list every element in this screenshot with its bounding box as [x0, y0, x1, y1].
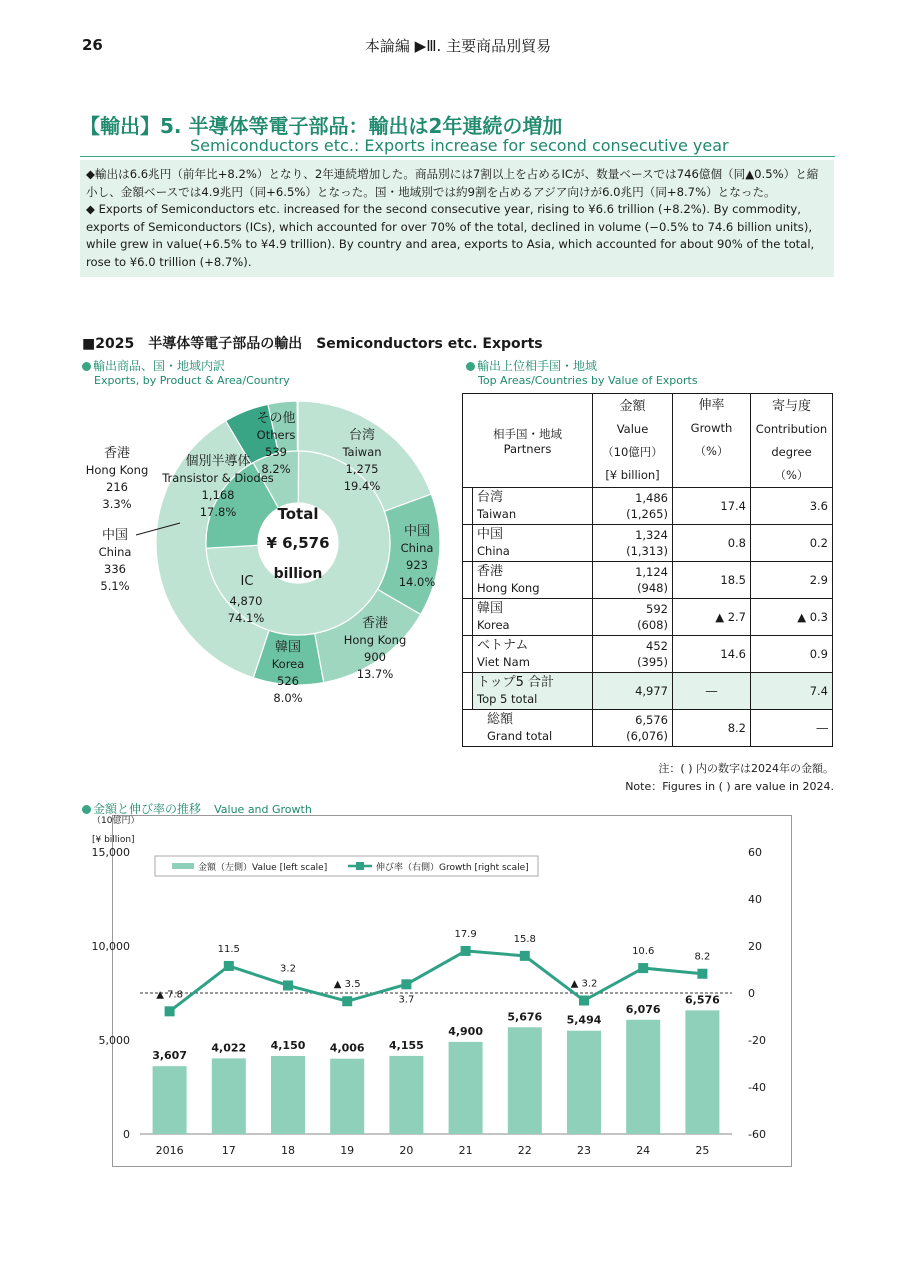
partner-cell — [473, 599, 593, 636]
table-header-row — [463, 394, 833, 488]
value-bar — [449, 1042, 483, 1134]
partner-cell — [473, 562, 593, 599]
value-cell — [593, 636, 673, 673]
growth-value-label: ▲ 3.5 — [333, 979, 361, 991]
growth-value-label: 8.2 — [694, 951, 711, 963]
donut-label-en: Hong Kong — [85, 463, 149, 477]
donut-label-en: China — [400, 541, 434, 555]
donut-label-en: Others — [256, 428, 296, 442]
value-bar — [330, 1059, 364, 1134]
value-2024: (948) — [637, 581, 668, 595]
x-tick-label: 25 — [695, 1144, 710, 1157]
donut-label-en: China — [98, 545, 132, 559]
contrib-cell: 0.2 — [751, 525, 833, 562]
donut-label-pct: 13.7% — [356, 667, 394, 681]
growth-marker — [342, 996, 352, 1006]
donut-label-en: Transistor & Diodes — [162, 471, 274, 485]
trend-sub-jp: 金額と伸び率の推移 — [93, 802, 202, 816]
partner-jp: 中国 — [477, 527, 504, 542]
title-divider — [80, 156, 835, 157]
donut-label-value: 1,275 — [345, 462, 379, 476]
total-en: Grand total — [487, 729, 553, 743]
donut-heading — [82, 357, 290, 387]
donut-label-pct: 5.1% — [100, 579, 130, 593]
value-cell — [593, 525, 673, 562]
value-2024: (1,313) — [626, 544, 668, 558]
x-tick-label: 20 — [399, 1144, 414, 1157]
x-tick-label: 17 — [221, 1144, 236, 1157]
donut-label-jp: IC — [240, 574, 254, 589]
growth-cell: 18.5 — [673, 562, 751, 599]
donut-label-en: Korea — [271, 657, 305, 671]
donut-label-value: 539 — [265, 445, 287, 459]
x-tick-label: 22 — [517, 1144, 532, 1157]
growth-cell: 17.4 — [673, 488, 751, 525]
x-tick-label: 23 — [577, 1144, 591, 1157]
value-bar — [212, 1058, 246, 1134]
donut-total-label: Total — [277, 505, 319, 523]
value-cell — [593, 488, 673, 525]
value-cell — [593, 562, 673, 599]
right-tick-label: 0 — [748, 987, 755, 1000]
legend-bar-swatch — [172, 863, 194, 869]
right-tick-label: -60 — [748, 1128, 766, 1141]
top5-growth: ― — [673, 673, 751, 710]
table-note-jp: 注：( ) 内の数字は2024年の金額。 — [658, 762, 834, 775]
growth-value-label: 11.5 — [217, 943, 240, 955]
right-tick-label: -20 — [748, 1034, 766, 1047]
donut-sub-jp: 輸出商品、国・地域内訳 — [93, 359, 226, 373]
value-2025: 1,324 — [635, 528, 668, 542]
contrib-cell: 3.6 — [751, 488, 833, 525]
bar-value-label: 5,494 — [566, 1013, 602, 1027]
bar-value-label: 6,576 — [685, 993, 720, 1007]
total-value-2025: 6,576 — [635, 713, 668, 727]
value-header-en: Value — [616, 421, 649, 436]
growth-value-label: 10.6 — [632, 946, 655, 958]
donut-label-jp: 個別半導体 — [185, 454, 251, 469]
value-bar — [153, 1066, 187, 1134]
left-tick-label: 15,000 — [91, 846, 130, 859]
growth-marker — [579, 996, 589, 1006]
top5-label — [473, 673, 593, 710]
contrib-header-en2: degree — [771, 444, 812, 459]
partner-en: Taiwan — [477, 507, 517, 521]
bar-value-label: 5,676 — [507, 1010, 543, 1024]
article-subtitle: Semiconductors etc.: Exports increase for second consecutive year — [190, 136, 729, 155]
contrib-header-unit: （%） — [774, 467, 809, 482]
value-bar — [271, 1056, 305, 1134]
trend-sub-en: Value and Growth — [214, 803, 312, 816]
value-2025: 1,486 — [635, 491, 668, 505]
partner-header-en: Partners — [503, 441, 552, 456]
growth-marker — [401, 979, 411, 989]
right-tick-label: 60 — [748, 846, 762, 859]
value-growth-chart — [80, 812, 800, 1162]
contrib-cell: 0.9 — [751, 636, 833, 673]
x-tick-label: 24 — [636, 1144, 651, 1157]
donut-label-value: 4,870 — [229, 594, 263, 608]
bullet-icon — [466, 362, 475, 371]
contrib-header — [751, 394, 833, 488]
donut-total-unit: billion — [273, 566, 323, 582]
growth-marker — [638, 963, 648, 973]
bar-value-label: 4,150 — [270, 1038, 306, 1052]
left-axis-unit-en: [¥ billion] — [92, 835, 135, 845]
partner-jp: 韓国 — [477, 601, 504, 616]
breakdown-donut-chart — [80, 395, 460, 710]
donut-label-jp: 韓国 — [274, 640, 302, 655]
partner-jp: 台湾 — [477, 490, 504, 505]
value-2024: (395) — [637, 655, 668, 669]
article-title: 【輸出】5. 半導体等電子部品：輸出は2年連続の増加 — [80, 114, 563, 138]
top5-jp: トップ5 合計 — [477, 675, 555, 690]
bar-value-label: 6,076 — [625, 1002, 661, 1016]
growth-header-unit: （%） — [694, 444, 729, 458]
total-label — [463, 710, 593, 747]
top5-en: Top 5 total — [477, 692, 538, 706]
table-row-total — [463, 710, 833, 747]
total-value — [593, 710, 673, 747]
section-title: ■2025 半導体等電子部品の輸出 Semiconductors etc. Exports — [82, 336, 543, 352]
growth-value-label: ▲ 3.2 — [570, 978, 598, 990]
partner-cell — [473, 525, 593, 562]
growth-value-label: 3.2 — [280, 963, 296, 975]
table-row — [463, 525, 833, 562]
legend-line-marker — [356, 862, 364, 870]
growth-cell: 14.6 — [673, 636, 751, 673]
running-head: 本論編 ▶Ⅲ. 主要商品別貿易 — [364, 37, 552, 55]
top-partners-table — [462, 393, 833, 747]
row-indent — [463, 599, 473, 636]
partner-jp: 香港 — [477, 564, 504, 579]
partner-en: Korea — [477, 618, 510, 632]
partner-cell — [473, 488, 593, 525]
table-heading — [466, 357, 698, 387]
left-axis-unit: （10億円） — [92, 816, 140, 826]
value-bar — [685, 1010, 719, 1134]
partner-en: Hong Kong — [477, 581, 540, 595]
row-indent — [463, 488, 473, 525]
value-2025: 592 — [646, 602, 668, 616]
donut-total-value: ¥ 6,576 — [266, 534, 330, 552]
table-row — [463, 636, 833, 673]
value-2024: (608) — [637, 618, 668, 632]
total-value-2024: (6,076) — [626, 729, 668, 743]
legend-line-label: 伸び率（右側）Growth [right scale] — [376, 863, 529, 873]
growth-marker — [224, 961, 234, 971]
left-tick-label: 5,000 — [98, 1034, 130, 1047]
bar-value-label: 4,155 — [389, 1038, 424, 1052]
table-sub-en: Top Areas/Countries by Value of Exports — [478, 374, 698, 387]
bar-value-label: 4,900 — [448, 1024, 483, 1038]
growth-marker — [283, 980, 293, 990]
value-2025: 1,124 — [635, 565, 668, 579]
bullet-icon — [82, 362, 91, 371]
bar-value-label: 4,022 — [211, 1041, 247, 1055]
partner-header-jp: 相手国・地域 — [493, 426, 562, 441]
top5-contrib: 7.4 — [751, 673, 833, 710]
growth-value-label: 15.8 — [513, 933, 536, 945]
donut-label-en: Hong Kong — [343, 633, 407, 647]
donut-label-pct: 14.0% — [398, 575, 436, 589]
contrib-cell: 2.9 — [751, 562, 833, 599]
growth-header-jp: 伸率 — [698, 398, 725, 413]
table-row — [463, 562, 833, 599]
table-row — [463, 488, 833, 525]
row-indent — [463, 562, 473, 599]
donut-label-pct: 74.1% — [227, 611, 265, 625]
donut-label-pct: 8.0% — [273, 691, 303, 705]
right-tick-label: 20 — [748, 940, 762, 953]
donut-label-jp: その他 — [256, 411, 296, 426]
summary-jp: ◆輸出は6.6兆円（前年比+8.2%）となり、2年連続増加した。商品別には7割以上を占めるICが、数量ベースでは746億個（同▲0.5%）と縮小し、金額ベースでは4.9兆円（同+6.5%）となった。国・地域別では約9割を占めるアジア向けが6.0兆円（同+8.7%）となった。 — [86, 167, 819, 199]
left-tick-label: 10,000 — [91, 940, 130, 953]
table-note-en: Note：Figures in ( ) are value in 2024. — [625, 780, 834, 793]
partner-en: China — [477, 544, 510, 558]
donut-label-value: 216 — [106, 480, 128, 494]
left-tick-label: 0 — [123, 1128, 130, 1141]
growth-marker — [461, 946, 471, 956]
growth-cell: 0.8 — [673, 525, 751, 562]
donut-label-jp: 中国 — [403, 524, 431, 539]
donut-label-value: 1,168 — [201, 488, 235, 502]
partner-jp: ベトナム — [477, 638, 529, 653]
value-2024: (1,265) — [626, 507, 668, 521]
page-number: 26 — [82, 36, 103, 54]
value-header-jp: 金額 — [619, 398, 646, 414]
partner-cell — [473, 636, 593, 673]
value-header — [593, 394, 673, 488]
contrib-cell: ▲ 0.3 — [751, 599, 833, 636]
donut-sub-en: Exports, by Product & Area/Country — [94, 374, 290, 387]
growth-cell: ▲ 2.7 — [673, 599, 751, 636]
total-growth: 8.2 — [673, 710, 751, 747]
value-bar — [389, 1056, 423, 1134]
donut-label-value: 923 — [406, 558, 428, 572]
donut-label-pct: 17.8% — [199, 505, 237, 519]
x-tick-label: 2016 — [155, 1144, 184, 1157]
growth-marker — [520, 951, 530, 961]
x-tick-label: 21 — [458, 1144, 473, 1157]
table-row-top5 — [463, 673, 833, 710]
value-header-unit: （10億円） — [602, 444, 663, 459]
value-bar — [567, 1031, 601, 1134]
summary-en: ◆ Exports of Semiconductors etc. increased for the second consecutive year, rising to ¥6.6 trillion (+8.2%). By commodity, exports of Semiconductors (ICs), which accounted for over 70% of the total, declined in volume (−0.5% to 74.6 billion units), while grew in value(+6.5% to ¥4.9 trillion). By country and area, exports to Asia, which accounted for about 90% of the total, rose to ¥6.0 trillion (+8.7%). — [86, 202, 815, 269]
value-header-unit-en: [¥ billion] — [605, 467, 660, 482]
growth-marker — [697, 969, 707, 979]
donut-label-pct: 8.2% — [261, 462, 291, 476]
donut-label-jp: 香港 — [103, 446, 131, 461]
value-bar — [626, 1020, 660, 1134]
bar-value-label: 3,607 — [152, 1049, 187, 1063]
partner-header — [463, 394, 593, 488]
right-tick-label: -40 — [748, 1081, 766, 1094]
value-cell — [593, 599, 673, 636]
total-contrib: ― — [751, 710, 833, 747]
donut-label-en: Taiwan — [342, 445, 382, 459]
total-jp: 総額 — [487, 712, 514, 727]
donut-label-value: 900 — [364, 650, 386, 664]
growth-header — [673, 394, 751, 488]
right-tick-label: 40 — [748, 893, 762, 906]
table-sub-jp: 輸出上位相手国・地域 — [477, 359, 598, 373]
contrib-header-en: Contribution — [755, 421, 828, 436]
x-tick-label: 19 — [340, 1144, 355, 1157]
contrib-header-jp: 寄与度 — [771, 398, 811, 414]
growth-header-en: Growth — [690, 421, 733, 435]
donut-label-pct: 19.4% — [343, 479, 381, 493]
bar-value-label: 4,006 — [329, 1041, 365, 1055]
growth-value-label: 17.9 — [454, 928, 477, 940]
row-indent — [463, 525, 473, 562]
x-tick-label: 18 — [281, 1144, 295, 1157]
growth-value-label: ▲ 7.8 — [156, 989, 183, 1001]
legend-bar-label: 金額（左側）Value [left scale] — [198, 863, 328, 873]
table-row — [463, 599, 833, 636]
row-indent — [463, 673, 473, 710]
value-2025: 452 — [646, 639, 668, 653]
donut-label-jp: 中国 — [101, 528, 129, 543]
growth-line — [170, 951, 703, 1011]
growth-value-label: 3.7 — [398, 994, 415, 1006]
donut-label-value: 336 — [104, 562, 126, 576]
summary-box — [80, 160, 834, 277]
top5-value: 4,977 — [593, 673, 673, 710]
growth-marker — [165, 1006, 175, 1016]
donut-label-pct: 3.3% — [102, 497, 132, 511]
donut-label-jp: 台湾 — [348, 428, 376, 443]
donut-label-jp: 香港 — [361, 616, 389, 631]
value-bar — [508, 1027, 542, 1134]
partner-en: Viet Nam — [477, 655, 530, 669]
row-indent — [463, 636, 473, 673]
donut-label-value: 526 — [277, 674, 299, 688]
